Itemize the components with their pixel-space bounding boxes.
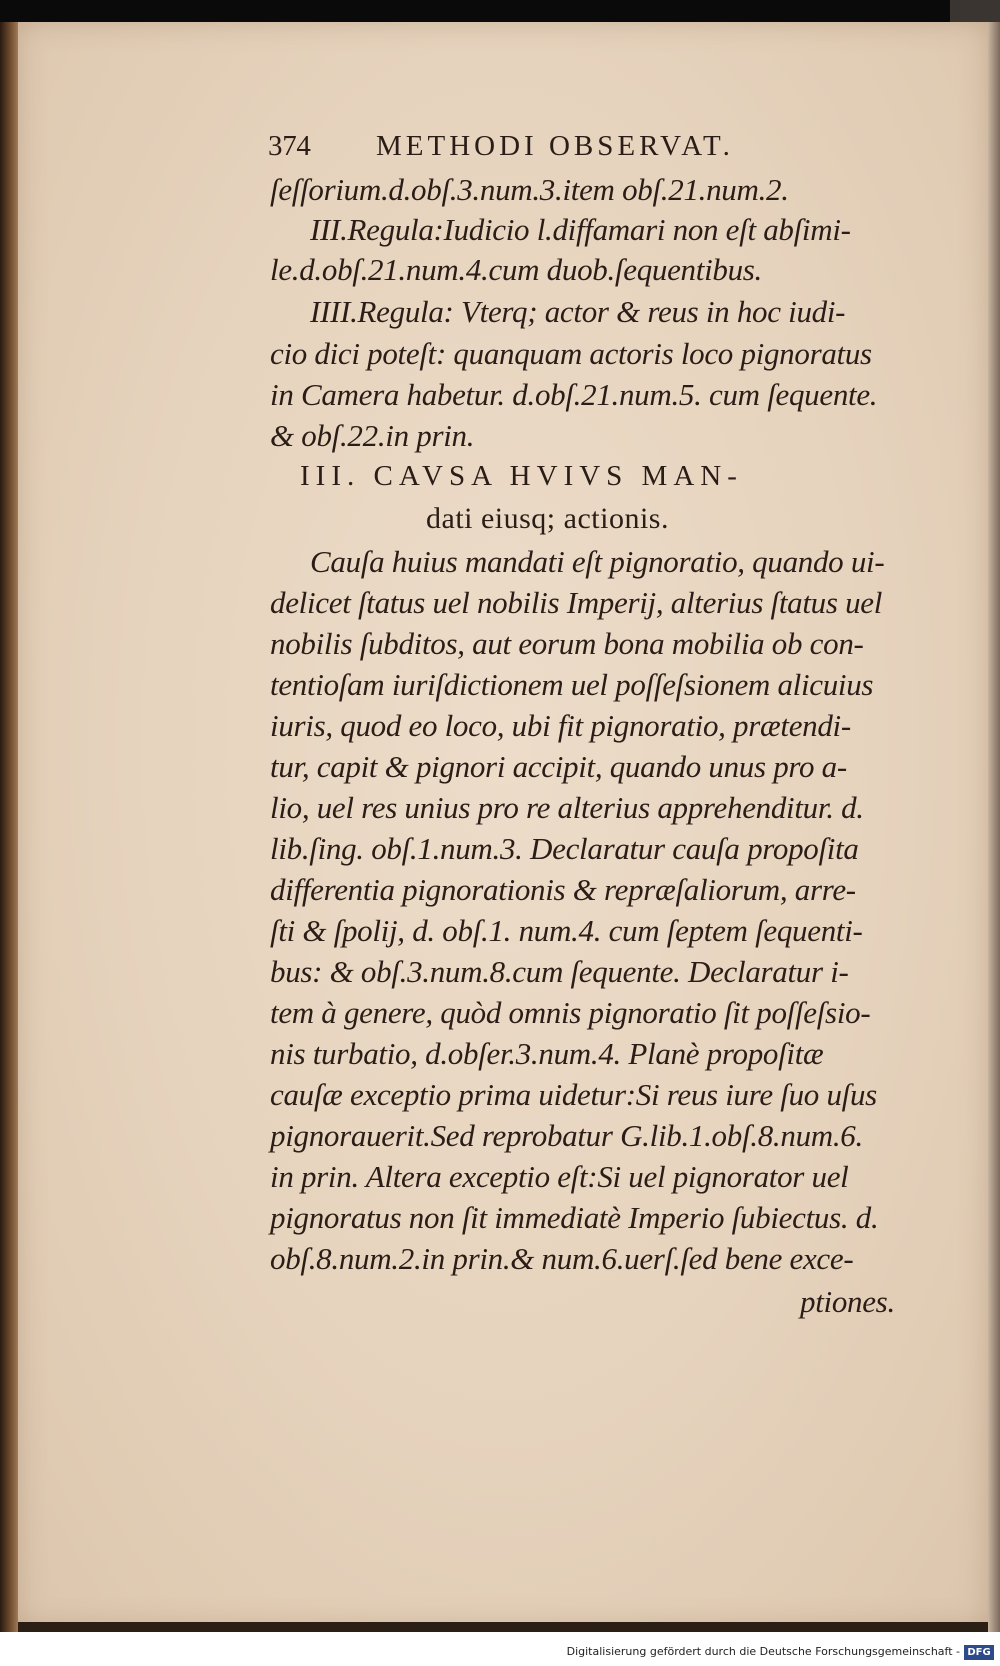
text-line: ſeſſorium.d.obſ.3.num.3.item obſ.21.num.2. [270, 172, 789, 207]
body-line: delicet ſtatus uel nobilis Imperij, alterius ſtatus uel [270, 585, 883, 620]
body-line: cauſæ exceptio prima uidetur:Si reus iure ſuo uſus [270, 1077, 877, 1112]
body-line: tem à genere, quòd omnis pignoratio ſit poſſeſsio- [270, 995, 871, 1030]
top-scan-border [0, 0, 1000, 22]
footer [0, 1645, 1000, 1663]
body-line: pignorauerit.Sed reprobatur G.lib.1.obſ.8.num.6. [270, 1118, 863, 1153]
running-title: METHODI OBSERVAT. [376, 130, 734, 162]
text-line: & obſ.22.in prin. [270, 418, 475, 453]
body-line: tur, capit & pignori accipit, quando unus pro a- [270, 749, 847, 784]
top-scan-border-corner [950, 0, 1000, 22]
body-line: lio, uel res unius pro re alterius apprehenditur. d. [270, 790, 864, 825]
text-line: IIII.Regula: Vterq; actor & reus in hoc iudi- [310, 294, 846, 329]
body-line: nobilis ſubditos, aut eorum bona mobilia ob con- [270, 626, 864, 661]
text-line: cio dici poteſt: quanquam actoris loco pignoratus [270, 336, 872, 371]
section-heading-continuation: dati eiusq; actionis. [426, 502, 669, 535]
catchword: ptiones. [800, 1284, 895, 1319]
body-line: Cauſa huius mandati eſt pignoratio, quando ui- [310, 544, 885, 579]
body-line: pignoratus non ſit immediatè Imperio ſubiectus. d. [270, 1200, 879, 1235]
book-page [18, 22, 988, 1627]
text-line: III.Regula:Iudicio l.diffamari non eſt abſimi- [310, 212, 851, 247]
body-line: tentioſam iuriſdictionem uel poſſeſsionem alicuius [270, 667, 874, 702]
bottom-scan-border [18, 1622, 988, 1632]
body-line: differentia pignorationis & repræſaliorum, arre- [270, 872, 856, 907]
body-line: ſti & ſpolij, d. obſ.1. num.4. cum ſeptem ſequenti- [270, 913, 863, 948]
text-line: le.d.obſ.21.num.4.cum duob.ſequentibus. [270, 252, 762, 287]
body-line: nis turbatio, d.obſer.3.num.4. Planè propoſitæ [270, 1036, 824, 1071]
text-line: in Camera habetur. d.obſ.21.num.5. cum ſequente. [270, 377, 878, 412]
digitization-credit: Digitalisierung gefördert durch die Deutsche Forschungsgemeinschaft - [566, 1645, 960, 1658]
page-number: 374 [268, 130, 311, 162]
body-line: in prin. Altera exceptio eſt:Si uel pignorator uel [270, 1159, 849, 1194]
book-binding-edge-left [0, 22, 18, 1632]
page-text [18, 22, 988, 1627]
book-page-edge-right [988, 22, 1000, 1632]
dfg-logo: DFG [964, 1645, 994, 1660]
body-line: iuris, quod eo loco, ubi fit pignoratio, prætendi- [270, 708, 851, 743]
body-line: lib.ſing. obſ.1.num.3. Declaratur cauſa propoſita [270, 831, 859, 866]
body-line: obſ.8.num.2.in prin.& num.6.uerſ.ſed bene exce- [270, 1241, 854, 1276]
body-line: bus: & obſ.3.num.8.cum ſequente. Declaratur i- [270, 954, 849, 989]
section-heading: III. CAVSA HVIVS MAN- [300, 460, 743, 492]
